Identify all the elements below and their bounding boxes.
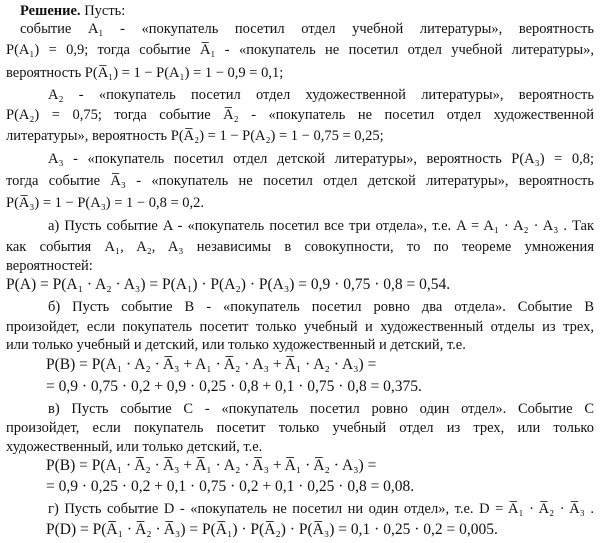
formula-pd: P(D) = P(A̅₁ · A̅₂ · A̅₃) = P(A̅₁) · P(A̅₂) · P(A̅₃) = 0,1 · 0,25 · 0,2 = 0,005. — [46, 521, 498, 538]
text-line-6: литературы», вероятность P(A̅₂) = 1 − P(A₂) = 1 − 0,75 = 0,25; — [6, 128, 384, 144]
text-line-1: событие A₁ - «покупатель посетил отдел учебной литературы», вероятность — [20, 21, 594, 37]
solution-heading — [20, 2, 594, 20]
text-line-12: вероятностей: — [6, 258, 93, 274]
text-line-11: как события A₁, A₂, A₃ независимы в совокупности, то по теореме умножения — [6, 239, 594, 255]
heading-rest: Пусть: — [80, 3, 126, 19]
formula-pc-1: P(B) = P(A₁ · A̅₂ · A̅₃ + A̅₁ · A₂ · A̅₃ + A̅₁ · A̅₂ · A₃) = — [46, 457, 377, 474]
formula-pc-2: = 0,9 · 0,25 · 0,2 + 0,1 · 0,75 · 0,2 + 0,1 · 0,25 · 0,8 = 0,08. — [46, 478, 415, 495]
text-line-8: тогда событие A̅₃ - «покупатель не посетил отдел детской литературы», вероятность — [6, 173, 594, 189]
text-line-14: б) Пусть событие B - «покупатель посетил ровно два отдела». Событие B — [48, 299, 594, 315]
text-line-16: или только учебный и детский, или только художественный и детский, т.е. — [6, 337, 466, 353]
formula-pb-2: = 0,9 · 0,75 · 0,2 + 0,9 · 0,25 · 0,8 + 0,1 · 0,75 · 0,8 = 0,375. — [46, 378, 422, 395]
text-line-2: P(A₁) = 0,9; тогда событие A̅₁ - «покупатель не посетил отдел учебной литературы», — [6, 42, 594, 58]
formula-pa: P(A) = P(A₁ · A₂ · A₃) = P(A₁) · P(A₂) · P(A₃) = 0,9 · 0,75 · 0,8 = 0,54. — [6, 276, 451, 293]
text-line-20: произойдет, если покупатель посетит только учебный отдел из трех, или только — [6, 420, 594, 436]
formula-pb-1: P(B) = P(A₁ · A₂ · A̅₃ + A₁ · A̅₂ · A₃ + A̅₁ · A₂ · A₃) = — [46, 356, 377, 373]
text-line-10: а) Пусть событие A - «покупатель посетил все три отдела», т.е. A = A₁ · A₂ · A₃ . Так — [48, 218, 594, 234]
text-line-9: P(A̅₃) = 1 − P(A₃) = 1 − 0,8 = 0,2. — [6, 195, 205, 211]
heading-bold: Решение. — [20, 3, 81, 19]
text-line-3: вероятность P(A̅₁) = 1 − P(A₁) = 1 − 0,9 = 0,1; — [6, 65, 284, 81]
text-line-24: г) Пусть событие D - «покупатель не посетил ни один отдел», т.е. D = A̅₁ · A̅₂ · A̅₃ . — [48, 501, 594, 517]
text-line-21: художественный, или только детский, т.е. — [6, 439, 263, 455]
text-line-5: P(A₂) = 0,75; тогда событие A̅₂ - «покупатель не посетил отдел художественной — [6, 107, 594, 123]
text-line-19: в) Пусть событие C - «покупатель посетил ровно один отдел». Событие C — [48, 401, 594, 417]
text-line-4: A₂ - «покупатель посетил отдел художественной литературы», вероятность — [48, 87, 594, 103]
text-line-15: произойдет, если покупатель посетит только учебный и художественный отделы из трех, — [6, 319, 594, 335]
text-line-7: A₃ - «покупатель посетил отдел детской литературы», вероятность P(A₃) = 0,8; — [48, 151, 594, 167]
